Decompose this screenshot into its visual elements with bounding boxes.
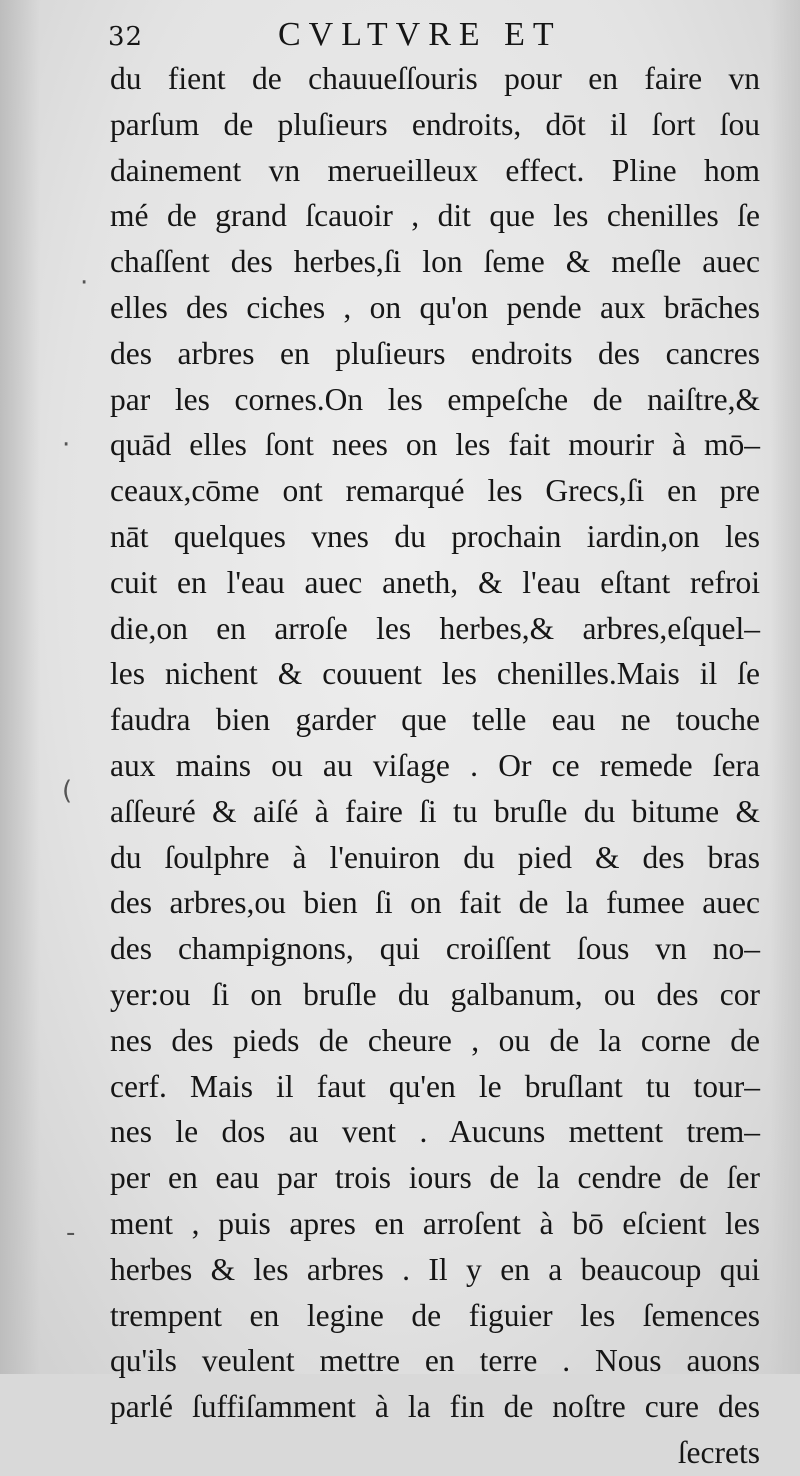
margin-dot-mark: · [62, 430, 71, 460]
text-line: des champignons, qui croiſſent ſous vn no– [110, 931, 760, 967]
text-line: mé de grand ſcauoir , dit que les chenilles ſe [110, 198, 760, 234]
text-line: qu'ils veulent mettre en terre . Nous auons [110, 1343, 760, 1379]
text-line: dainement vn merueilleux effect. Pline hom [110, 152, 760, 188]
text-line: aux mains ou au viſage . Or ce remede ſera [110, 747, 760, 783]
text-line: yer:ou ſi on bruſle du galbanum, ou des cor [110, 976, 760, 1012]
running-head: CVLTVRE ET [278, 16, 562, 53]
text-line: aſſeuré & aiſé à faire ſi tu bruſle du bitume & [110, 793, 760, 829]
text-line: quād elles ſont nees on les fait mourir à mō– [110, 427, 760, 463]
text-line: die,on en arroſe les herbes,& arbres,eſquel– [110, 610, 760, 646]
page-shadow-right [770, 0, 800, 1374]
text-line: par les cornes.On les empeſche de naiſtre,& [110, 381, 760, 417]
text-line: nes le dos au vent . Aucuns mettent trem– [110, 1114, 760, 1150]
text-line: ceaux,cōme ont remarqué les Grecs,ſi en pre [110, 473, 760, 509]
margin-bracket-mark: ( [62, 776, 73, 806]
text-line: cerf. Mais il faut qu'en le bruſlant tu tour– [110, 1068, 760, 1104]
text-line: du fient de chauueſſouris pour en faire vn [110, 61, 760, 96]
text-line: parlé ſuffiſamment à la fin de noſtre cure des [110, 1389, 760, 1425]
text-line: chaſſent des herbes,ſi lon ſeme & meſle auec [110, 244, 760, 280]
text-line: les nichent & couuent les chenilles.Mais il ſe [110, 656, 760, 692]
text-line: des arbres,ou bien ſi on fait de la fumee auec [110, 885, 760, 921]
text-line: trempent en legine de figuier les ſemences [110, 1297, 760, 1333]
margin-dash-mark: - [66, 1218, 76, 1248]
text-line: ment , puis apres en arroſent à bō eſcient les [110, 1205, 760, 1241]
text-line: parſum de pluſieurs endroits, dōt il ſort ſou [110, 106, 760, 142]
text-line: elles des ciches , on qu'on pende aux brāches [110, 289, 760, 325]
page-shadow-left [0, 0, 40, 1374]
text-line: nes des pieds de cheure , ou de la corne de [110, 1022, 760, 1058]
text-line: des arbres en pluſieurs endroits des cancres [110, 335, 760, 371]
catchword: ſecrets [677, 1434, 760, 1470]
text-line: per en eau par trois iours de la cendre de ſer [110, 1160, 760, 1196]
page-header [108, 14, 588, 54]
body-text [110, 56, 760, 1476]
text-line: herbes & les arbres . Il y en a beaucoup qui [110, 1251, 760, 1287]
text-line: cuit en l'eau auec aneth, & l'eau eſtant refroi [110, 564, 760, 600]
margin-dot-mark: · [80, 268, 89, 298]
page-number: 32 [108, 22, 144, 52]
text-line: du ſoulphre à l'enuiron du pied & des bras [110, 839, 760, 875]
text-line: nāt quelques vnes du prochain iardin,on les [110, 518, 760, 554]
text-line: faudra bien garder que telle eau ne touche [110, 702, 760, 738]
